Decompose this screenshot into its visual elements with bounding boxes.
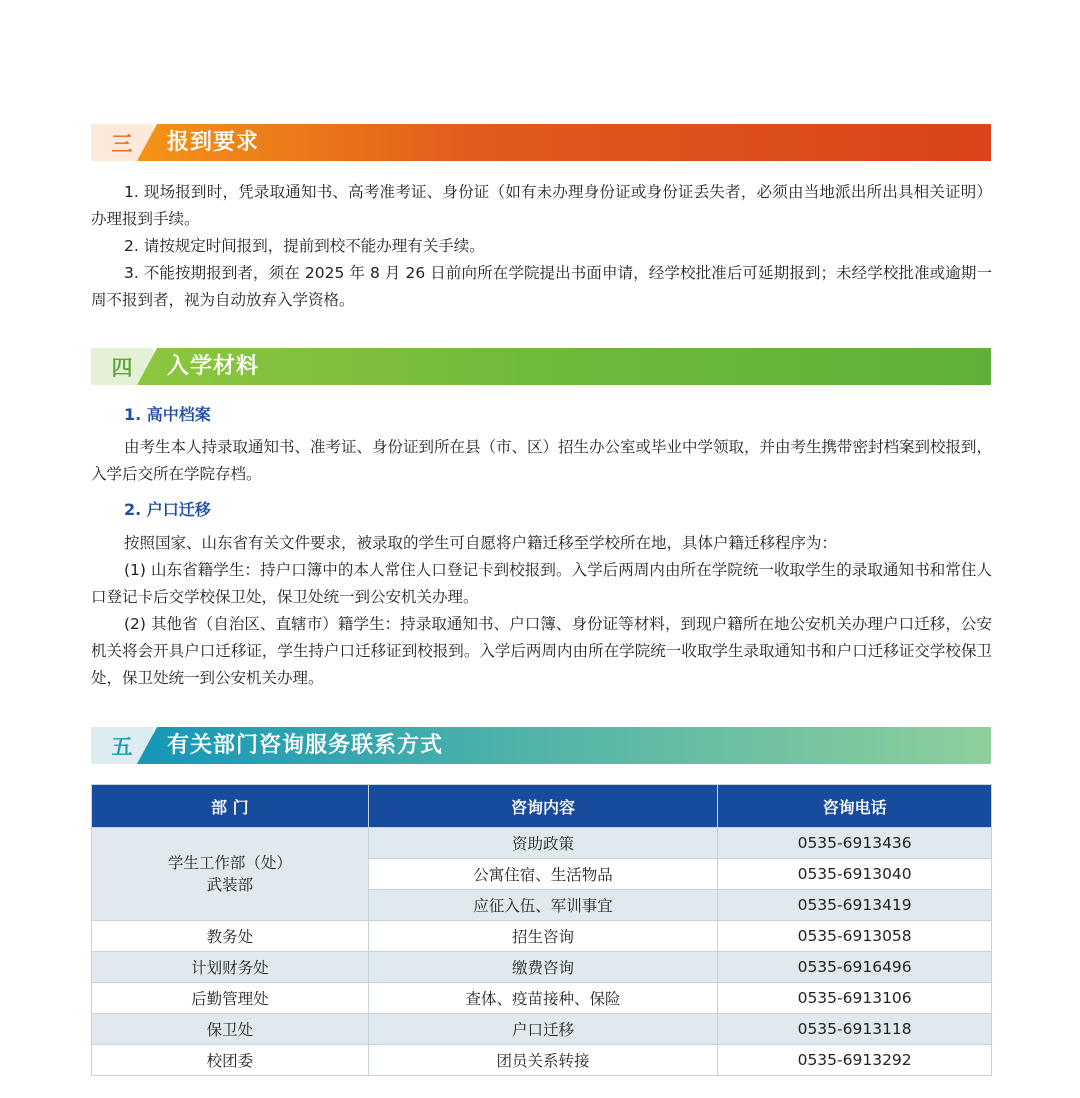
content-cell: 招生咨询	[368, 921, 718, 952]
content-cell: 应征入伍、军训事宜	[368, 890, 718, 921]
table-row	[92, 983, 992, 1014]
section-3-paragraph-2: 2. 请按规定时间报到，提前到校不能办理有关手续。	[124, 237, 485, 255]
content-cell: 资助政策	[368, 828, 718, 859]
subheading-household-transfer: 2. 户口迁移	[124, 500, 211, 519]
section-3-header	[91, 124, 991, 161]
section-3-number: 三	[91, 124, 153, 161]
table-row	[92, 1045, 992, 1076]
department-cell: 教务处	[92, 921, 369, 952]
content-cell: 团员关系转接	[368, 1045, 718, 1076]
section-3-paragraph-1: 1. 现场报到时，凭录取通知书、高考准考证、身份证（如有未办理身份证或身份证丢失者，必须由当地派出所出具相关证明）办理报到手续。	[91, 183, 992, 228]
department-cell: 校团委	[92, 1045, 369, 1076]
section-3-body	[91, 179, 992, 314]
section-5-number: 五	[91, 727, 153, 764]
household-transfer-paragraph-2: (1) 山东省籍学生：持户口簿中的本人常住人口登记卡到校报到。入学后两周内由所在学院统一收取学生的录取通知书和常住人口登记卡后交学校保卫处，保卫处统一到公安机关办理。	[91, 561, 992, 606]
header-phone: 咨询电话	[718, 785, 992, 828]
phone-cell: 0535-6913040	[718, 859, 992, 890]
household-transfer-paragraph-1: 按照国家、山东省有关文件要求，被录取的学生可自愿将户籍迁移至学校所在地，具体户籍迁移程序为：	[124, 534, 838, 552]
section-5-header	[91, 727, 991, 764]
phone-cell: 0535-6913436	[718, 828, 992, 859]
phone-cell: 0535-6913118	[718, 1014, 992, 1045]
table-row	[92, 921, 992, 952]
department-cell: 保卫处	[92, 1014, 369, 1045]
section-5-title: 有关部门咨询服务联系方式	[167, 733, 444, 758]
phone-cell: 0535-6913292	[718, 1045, 992, 1076]
section-4-header	[91, 348, 991, 385]
department-cell: 计划财务处	[92, 952, 369, 983]
content-cell: 缴费咨询	[368, 952, 718, 983]
household-transfer-paragraph-3: (2) 其他省（自治区、直辖市）籍学生：持录取通知书、户口簿、身份证等材料，到现户籍所在地公安机关办理户口迁移，公安机关将会开具户口迁移证，学生持户口迁移证到校报到。入学后两周内由所在学院统一收取学生录取通知书和户口迁移证交学校保卫处，保卫处统一到公安机关办理。	[91, 615, 992, 687]
section-3-title: 报到要求	[167, 130, 260, 155]
header-content: 咨询内容	[368, 785, 718, 828]
table-header-row	[92, 785, 992, 828]
table-row	[92, 1014, 992, 1045]
contact-table	[91, 784, 992, 1076]
header-department: 部 门	[92, 785, 369, 828]
content-cell: 查体、疫苗接种、保险	[368, 983, 718, 1014]
section-4-title: 入学材料	[167, 354, 260, 379]
phone-cell: 0535-6913419	[718, 890, 992, 921]
department-cell: 后勤管理处	[92, 983, 369, 1014]
high-school-file-text	[91, 434, 992, 488]
phone-cell: 0535-6916496	[718, 952, 992, 983]
table-row	[92, 952, 992, 983]
department-cell-student-affairs: 学生工作部（处） 武装部	[92, 828, 369, 921]
phone-cell: 0535-6913058	[718, 921, 992, 952]
content-cell: 公寓住宿、生活物品	[368, 859, 718, 890]
high-school-file-paragraph: 由考生本人持录取通知书、准考证、身份证到所在县（市、区）招生办公室或毕业中学领取，并由考生携带密封档案到校报到，入学后交所在学院存档。	[91, 438, 993, 483]
content-cell: 户口迁移	[368, 1014, 718, 1045]
phone-cell: 0535-6913106	[718, 983, 992, 1014]
section-4-band	[137, 348, 991, 385]
section-3-paragraph-3: 3. 不能按期报到者，须在 2025 年 8 月 26 日前向所在学院提出书面申请，经学校批准后可延期报到；未经学校批准或逾期一周不报到者，视为自动放弃入学资格。	[91, 264, 992, 309]
section-4-number: 四	[91, 348, 153, 385]
subheading-high-school-file: 1. 高中档案	[124, 405, 211, 424]
section-3-band	[137, 124, 991, 161]
table-row	[92, 828, 992, 859]
household-transfer-text	[91, 530, 992, 692]
